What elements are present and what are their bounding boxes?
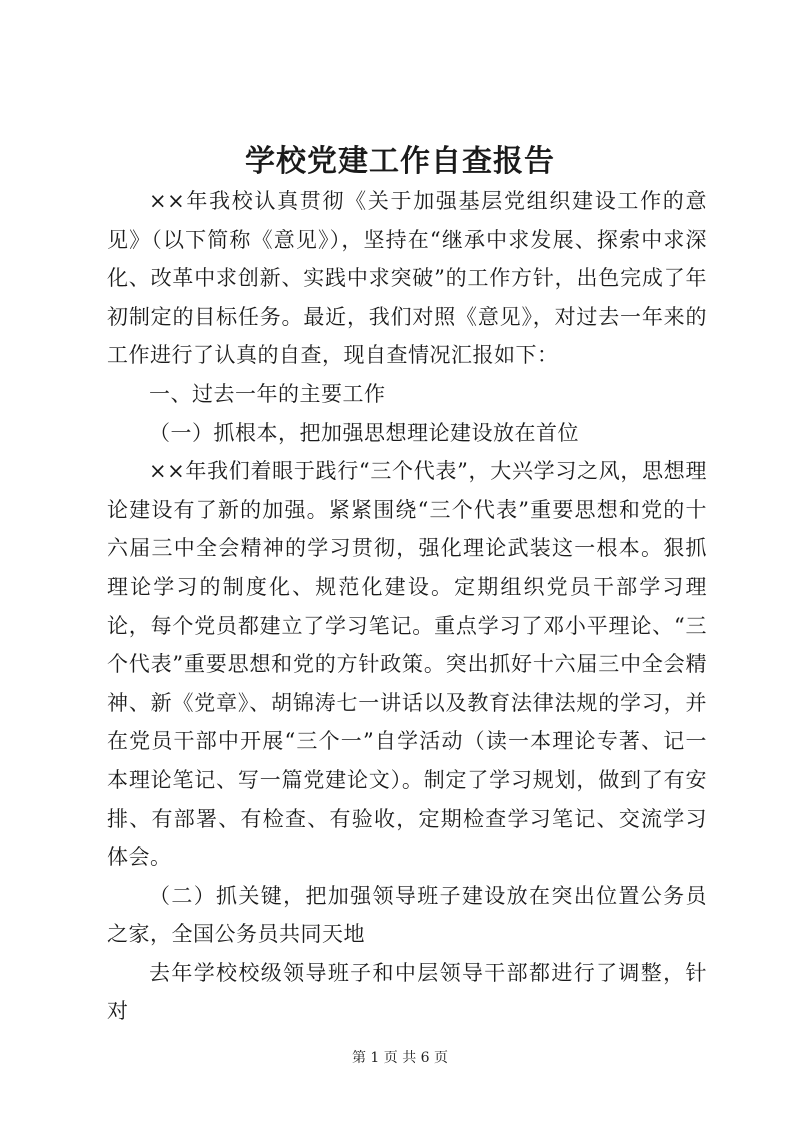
page-footer: 第 1 页 共 6 页 [351, 1050, 449, 1066]
document-title: 学校党建工作自查报告 [245, 144, 555, 179]
section-heading-1: 一、过去一年的主要工作 [149, 381, 386, 406]
paragraph-leadership: 去年学校校级领导班子和中层领导干部都进行了调整，针对 [107, 960, 707, 1024]
subsection-heading-2: （二）抓关键，把加强领导班子建设放在突出位置公务员之家，全国公务员共同天地 [107, 883, 707, 947]
subsection-heading-1: （一）抓根本，把加强思想理论建设放在首位 [149, 420, 579, 445]
document-body [107, 182, 707, 1031]
paragraph-theory: ××年我们着眼于践行“三个代表”，大兴学习之风，思想理论建设有了新的加强。紧紧围绕“三个代表”重要思想和党的十六届三中全会精神的学习贯彻，强化理论武装这一根本。狠抓理论学习的制度化、规范化建设。定期组织党员干部学习理论，每个党员都建立了学习笔记。重点学习了邓小平理论、“三个代表”重要思想和党的方针政策。突出抓好十六届三中全会精神、新《党章》、胡锦涛七一讲话以及教育法律法规的学习，并在党员干部中开展“三个一”自学活动（读一本理论专著、记一本理论笔记、写一篇党建论文）。制定了学习规划，做到了有安排、有部署、有检查、有验收，定期检查学习笔记、交流学习体会。 [107, 459, 707, 870]
paragraph-intro: ××年我校认真贯彻《关于加强基层党组织建设工作的意见》（以下简称《意见》），坚持在“继承中求发展、探索中求深化、改革中求创新、实践中求突破”的工作方针，出色完成了年初制定的目标任务。最近，我们对照《意见》，对过去一年来的工作进行了认真的自查，现自查情况汇报如下： [107, 189, 707, 368]
